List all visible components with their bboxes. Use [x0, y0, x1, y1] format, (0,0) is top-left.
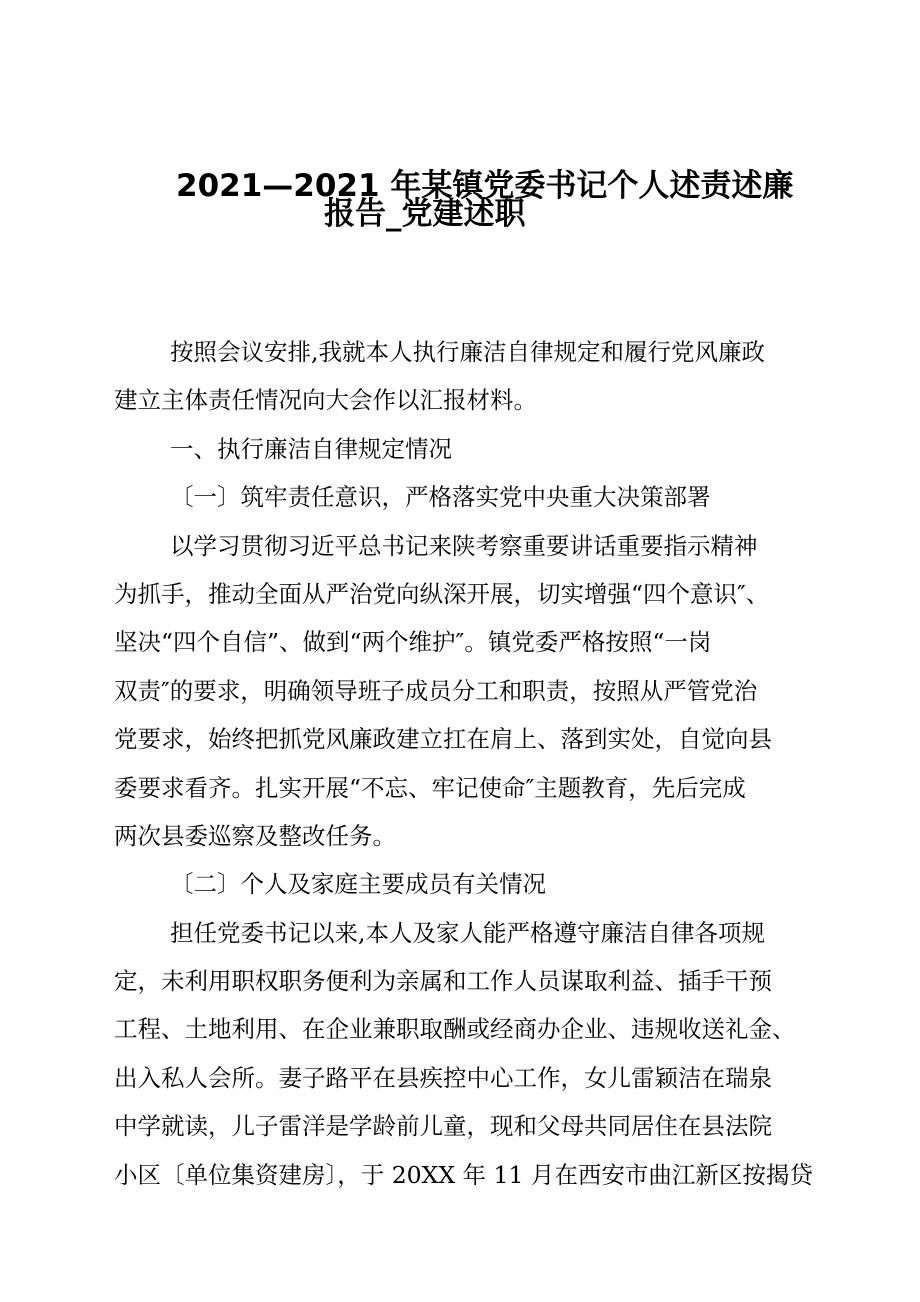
- body-line: 以学习贯彻习近平总书记来陕考察重要讲话重要指示精神: [170, 531, 758, 560]
- body-line: 坚决“四个自信”、做到“两个维护″。镇党委严格按照“一岗: [114, 628, 712, 657]
- body-line: 担任党委书记以来,本人及家人能严格遵守廉洁自律各项规: [170, 918, 765, 947]
- body-line: 党要求，始终把抓党风廉政建立扛在肩上、落到实处，自觉向县: [114, 725, 772, 754]
- subsection-heading: 〔一〕筑牢责任意识，严格落实党中央重大决策部署: [170, 483, 711, 512]
- document-title-line-2: 报告_党建述职: [324, 196, 526, 232]
- subsection-heading: 〔二〕个人及家庭主要成员有关情况: [170, 870, 546, 899]
- body-line: 双责″的要求，明确领导班子成员分工和职责，按照从严管党治: [114, 676, 758, 705]
- document-body: [114, 328, 814, 1199]
- body-line: 定，未利用职权职务便利为亲属和工作人员谋取利益、插手干预: [114, 967, 772, 996]
- body-line: 中学就读，儿子雷洋是学龄前儿童，现和父母共同居住在县法院: [114, 1112, 772, 1141]
- body-line: 两次县委巡察及整改任务。: [114, 821, 396, 850]
- body-line: 委要求看齐。扎实开展“不忘、牢记使命″主题教育，先后完成: [114, 773, 746, 802]
- body-line: 小区〔单位集资建房〕，于 20XX 年 11 月在西安市曲江新区按揭贷: [114, 1160, 813, 1189]
- body-line: 出入私人会所。妻子路平在县疾控中心工作，女儿雷颖洁在瑞泉: [114, 1063, 772, 1092]
- body-line: 按照会议安排,我就本人执行廉洁自律规定和履行党风廉政: [170, 338, 765, 366]
- section-heading: 一、执行廉洁自律规定情况: [170, 434, 452, 463]
- body-line: 建立主体责任情况向大会作以汇报材料。: [114, 386, 537, 415]
- document-title-line-1: 2021—2021 年某镇党委书记个人述责述廉: [176, 168, 794, 204]
- body-line: 为抓手，推动全面从严治党向纵深开展，切实增强“四个意识″、: [114, 579, 770, 608]
- body-line: 工程、土地利用、在企业兼职取酬或经商办企业、违规收送礼金、: [114, 1015, 796, 1044]
